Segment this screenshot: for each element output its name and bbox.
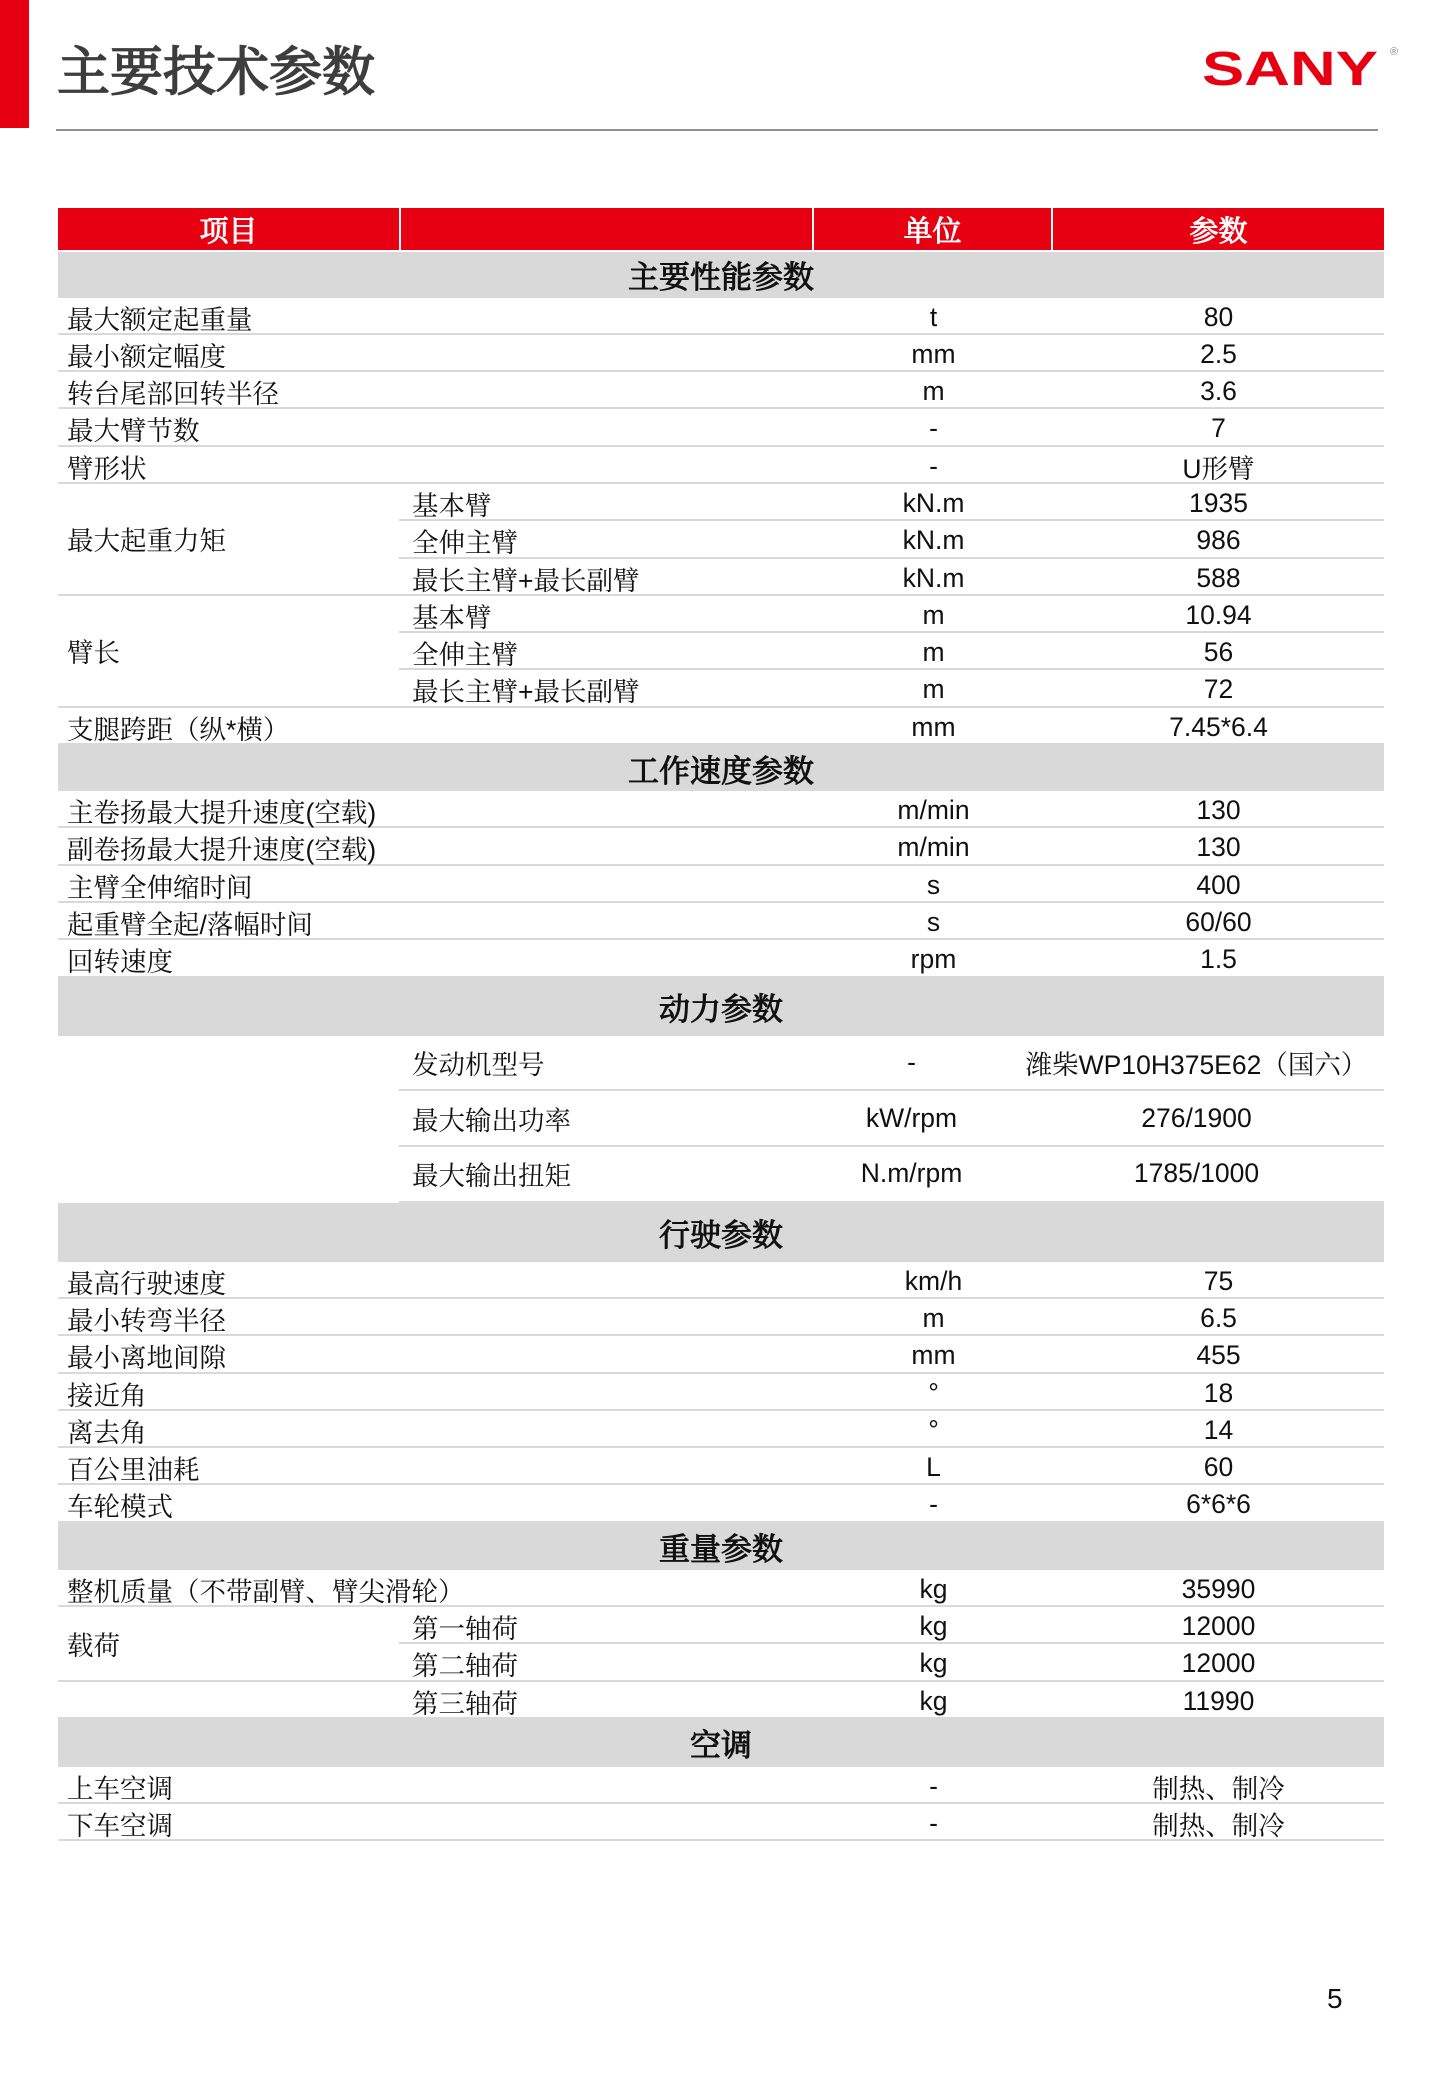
spec-row [58,1262,1384,1299]
spec-subrow [399,1644,1384,1681]
spec-subrow [399,559,1384,596]
spec-row [58,866,1384,903]
section-header-power: 动力参数 [58,978,1384,1036]
spec-subrow [399,521,1384,558]
spec-unit: - [929,1770,938,1801]
spec-item-label: 整机质量（不带副臂、臂尖滑轮） [67,1576,465,1607]
spec-value: 潍柴WP10H375E62（国六） [1025,1049,1368,1080]
spec-unit: mm [911,338,956,369]
spec-row [58,447,1384,484]
spec-row [58,1570,1384,1607]
spec-subrow [399,484,1384,521]
spec-unit: m/min [897,832,970,863]
page-number: 5 [1327,1983,1343,2014]
spec-item-label: 上车空调 [67,1773,173,1804]
spec-value: 制热、制冷 [1152,1811,1285,1842]
spec-unit: m/min [897,795,970,826]
spec-subrow [399,670,1384,707]
spec-item-label: 转台尾部回转半径 [67,379,279,410]
spec-value: 986 [1196,525,1241,556]
spec-unit: km/h [904,1265,963,1296]
spec-value: 12000 [1181,1610,1256,1641]
spec-row-group-max-lifting-moment [58,484,1384,596]
spec-unit: kN.m [902,562,965,593]
spec-unit: rpm [910,944,957,975]
spec-row [58,1485,1384,1522]
spec-subrow [399,1147,1384,1203]
spec-item-label: 离去角 [67,1417,147,1448]
spec-row [58,1804,1384,1841]
spec-table [58,208,1384,1841]
spec-unit: m [922,1302,945,1333]
spec-subitem-label [401,409,814,448]
spec-item-label: 最小额定幅度 [67,341,226,372]
spec-subitem-label: 全伸主臂 [412,640,518,671]
spec-row-group-boom-length [58,596,1384,708]
spec-value: 18 [1203,1377,1234,1408]
spec-unit: kg [919,1610,948,1641]
spec-item-label: 最高行驶速度 [67,1268,226,1299]
spec-value: 35990 [1181,1573,1256,1604]
spec-subitem-label: 最大输出扭矩 [412,1161,571,1192]
spec-item-label: 最小离地间隙 [67,1343,226,1374]
column-header-value: 参数 [1053,208,1384,250]
spec-subrows [399,1036,1384,1203]
spec-subitem-label: 最大输出功率 [412,1105,571,1136]
spec-unit: ° [928,1414,939,1445]
spec-subrow [399,1607,1384,1644]
registered-trademark-icon: ® [1390,46,1399,58]
spec-subrows [399,1607,1384,1682]
spec-subitem-label [401,447,814,486]
page-title: 主要技术参数 [57,43,375,102]
spec-value: 7.45*6.4 [1169,711,1268,742]
section-header-travel: 行驶参数 [58,1203,1384,1262]
spec-subitem-label [401,1767,814,1806]
spec-subitem-label [401,335,814,374]
spec-subitem-label [401,903,814,942]
spec-item-label: 最大起重力矩 [58,484,399,596]
column-header-unit: 单位 [814,208,1053,250]
spec-unit: m [922,376,945,407]
spec-unit: mm [911,1340,956,1371]
spec-subitem-label [401,1262,814,1301]
spec-subitem-label [401,298,814,337]
spec-unit: ° [928,1377,939,1408]
title-divider [56,129,1378,131]
spec-unit: mm [911,711,956,742]
spec-row [58,903,1384,940]
spec-value: 1.5 [1200,944,1237,975]
spec-value: 80 [1203,301,1234,332]
spec-value: 7 [1211,413,1226,444]
spec-value: 60 [1203,1452,1234,1483]
spec-subitem-label: 第一轴荷 [412,1613,518,1644]
spec-item-label: 最大臂节数 [67,416,200,447]
spec-row [58,1767,1384,1804]
spec-unit: kN.m [902,525,965,556]
red-accent-bar [0,0,29,128]
spec-value: 1785/1000 [1133,1158,1260,1189]
spec-item-label: 回转速度 [67,947,173,978]
spec-subitem-label: 发动机型号 [412,1049,545,1080]
spec-unit: kg [919,1685,948,1716]
spec-unit: t [929,301,938,332]
spec-value: 2.5 [1200,338,1237,369]
column-header-item: 项目 [58,208,401,250]
spec-row [58,298,1384,335]
spec-unit: kg [919,1648,948,1679]
spec-unit: m [922,674,945,705]
spec-row [58,409,1384,446]
spec-item-label: 车轮模式 [67,1492,173,1523]
spec-unit: - [929,450,938,481]
spec-item-label: 副卷扬最大提升速度(空载) [67,835,377,866]
spec-subitem-label [401,866,814,905]
spec-subitem-label [401,1804,814,1843]
spec-unit: N.m/rpm [860,1158,963,1189]
spec-unit: s [926,869,941,900]
spec-item-label-empty [58,1682,401,1721]
spec-row [58,828,1384,865]
spec-value: 1935 [1189,487,1248,518]
spec-unit: kW/rpm [865,1102,958,1133]
spec-row [58,1374,1384,1411]
spec-item-label: 最小转弯半径 [67,1305,226,1336]
spec-subitem-label [401,791,814,830]
spec-subitem-label [401,1411,814,1450]
spec-subitem-label: 全伸主臂 [412,528,518,559]
spec-item-label: 接近角 [67,1380,147,1411]
section-header-air-conditioning: 空调 [58,1719,1384,1767]
spec-unit: - [929,1808,938,1839]
spec-subrow [399,633,1384,670]
spec-value: 60/60 [1185,906,1252,937]
spec-subrow [399,1091,1384,1147]
spec-item-label: 下车空调 [67,1811,173,1842]
spec-unit: L [926,1452,941,1483]
spec-row [58,940,1384,977]
spec-subrows [399,484,1384,596]
spec-item-label: 起重臂全起/落幅时间 [67,909,313,940]
spec-subitem-label [401,828,814,867]
spec-subitem-label [401,940,814,979]
spec-subrow [399,596,1384,633]
spec-unit: - [907,1046,916,1077]
spec-subitem-label: 基本臂 [412,602,492,633]
spec-unit: - [929,413,938,444]
section-header-working-speed: 工作速度参数 [58,745,1384,791]
spec-item-label: 主卷扬最大提升速度(空载) [67,798,377,829]
section-header-performance: 主要性能参数 [58,252,1384,298]
spec-subitem-label [401,1336,814,1375]
spec-subitem-label [401,1485,814,1524]
spec-value: 400 [1196,869,1241,900]
spec-item-label: 臂长 [58,596,399,708]
spec-row [58,708,1384,745]
spec-subitem-label: 第三轴荷 [412,1688,518,1719]
spec-value: 72 [1203,674,1234,705]
spec-value: 6.5 [1200,1302,1237,1333]
spec-value: 130 [1196,832,1241,863]
brand-wordmark: SANY [1202,43,1379,96]
spec-unit: m [922,637,945,668]
spec-item-label: 支腿跨距（纵*横） [67,714,290,745]
spec-value: 276/1900 [1141,1102,1252,1133]
spec-subitem-label [401,372,814,411]
spec-value: 588 [1196,562,1241,593]
spec-value: 10.94 [1185,599,1252,630]
column-header-subitem [401,208,814,250]
spec-value: 制热、制冷 [1152,1773,1285,1804]
spec-item-label: 臂形状 [67,453,147,484]
spec-value: 455 [1196,1340,1241,1371]
spec-unit: kN.m [902,487,965,518]
spec-row-group-axle-load [58,1607,1384,1682]
spec-value: 6*6*6 [1186,1489,1251,1520]
spec-row [58,1682,1384,1719]
spec-row [58,372,1384,409]
spec-value: 11990 [1182,1685,1255,1716]
spec-unit: - [929,1489,938,1520]
spec-row [58,791,1384,828]
spec-value: 14 [1203,1414,1234,1445]
spec-unit: s [926,906,941,937]
spec-subitem-label [401,1448,814,1487]
spec-value: 130 [1196,795,1241,826]
spec-subitem-label: 基本臂 [412,490,492,521]
spec-subitem-label: 最长主臂+最长副臂 [412,677,640,708]
spec-value: 75 [1203,1265,1234,1296]
spec-item-label: 百公里油耗 [67,1455,200,1486]
sany-logo [1202,43,1402,96]
spec-subitem-label [401,708,814,747]
table-header [58,208,1384,252]
spec-subitem-label [401,1570,814,1609]
spec-unit: kg [919,1573,948,1604]
section-header-weight: 重量参数 [58,1523,1384,1570]
spec-row [58,1448,1384,1485]
spec-row [58,1336,1384,1373]
spec-item-label-empty [58,1036,399,1203]
spec-row [58,1411,1384,1448]
spec-value: 3.6 [1200,376,1237,407]
spec-row [58,1299,1384,1336]
spec-row [58,335,1384,372]
spec-subitem-label: 第二轴荷 [412,1651,518,1682]
spec-subrow [399,1036,1384,1092]
spec-subitem-label [401,1299,814,1338]
spec-row-group-engine [58,1036,1384,1203]
spec-value: 12000 [1181,1648,1256,1679]
spec-subitem-label: 最长主臂+最长副臂 [412,565,640,596]
spec-item-label: 载荷 [58,1607,399,1682]
spec-item-label: 主臂全伸缩时间 [67,872,253,903]
spec-subitem-label [401,1374,814,1413]
spec-value: U形臂 [1182,453,1255,484]
spec-item-label: 最大额定起重量 [67,304,253,335]
spec-unit: m [922,599,945,630]
spec-value: 56 [1203,637,1234,668]
spec-subrows [399,596,1384,708]
